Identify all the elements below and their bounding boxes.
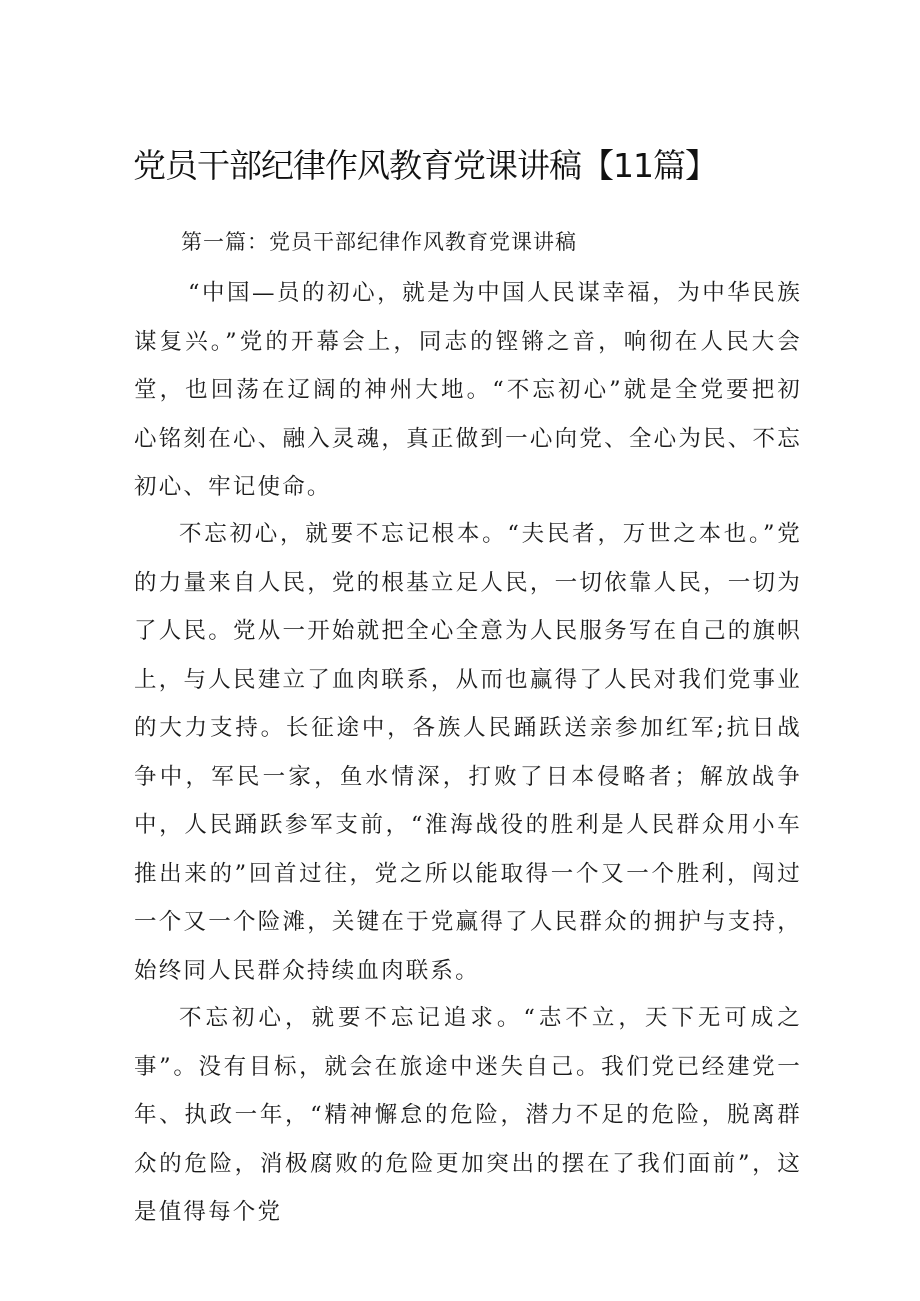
body-paragraph-3: 不忘初心，就要不忘记追求。“志不立，天下无可成之事”。没有目标，就会在旅途中迷失自己。我们党已经建党一年、执政一年，“精神懈怠的危险，潜力不足的危险，脱离群众的危险，消极腐败的危险更加突出的摆在了我们面前”，这是值得每个党 <box>134 1005 802 1225</box>
document-title: 党员干部纪律作风教育党课讲稿【11篇】 <box>133 146 717 185</box>
body-paragraph-2: 不忘初心，就要不忘记根本。“夫民者，万世之本也。”党的力量来自人民，党的根基立足人民，一切依靠人民，一切为了人民。党从一开始就把全心全意为人民服务写在自己的旗帜上，与人民建立了血肉联系，从而也赢得了人民对我们党事业的大力支持。长征途中，各族人民踊跃送亲参加红军;抗日战争中，军民一家，鱼水情深，打败了日本侵略者；解放战争中，人民踊跃参军支前，“淮海战役的胜利是人民群众用小车推出来的”回首过往，党之所以能取得一个又一个胜利，闯过一个又一个险滩，关键在于党赢得了人民群众的拥护与支持，始终同人民群众持续血肉联系。 <box>134 521 802 984</box>
section-heading: 第一篇：党员干部纪律作风教育党课讲稿 <box>181 230 577 254</box>
body-paragraph-1: “中国—员的初心，就是为中国人民谋幸福，为中华民族谋复兴。”党的开幕会上，同志的铿锵之音，响彻在人民大会堂，也回荡在辽阔的神州大地。“不忘初心”就是全党要把初心铭刻在心、融入灵魂，真正做到一心向党、全心为民、不忘初心、牢记使命。 <box>134 280 802 500</box>
